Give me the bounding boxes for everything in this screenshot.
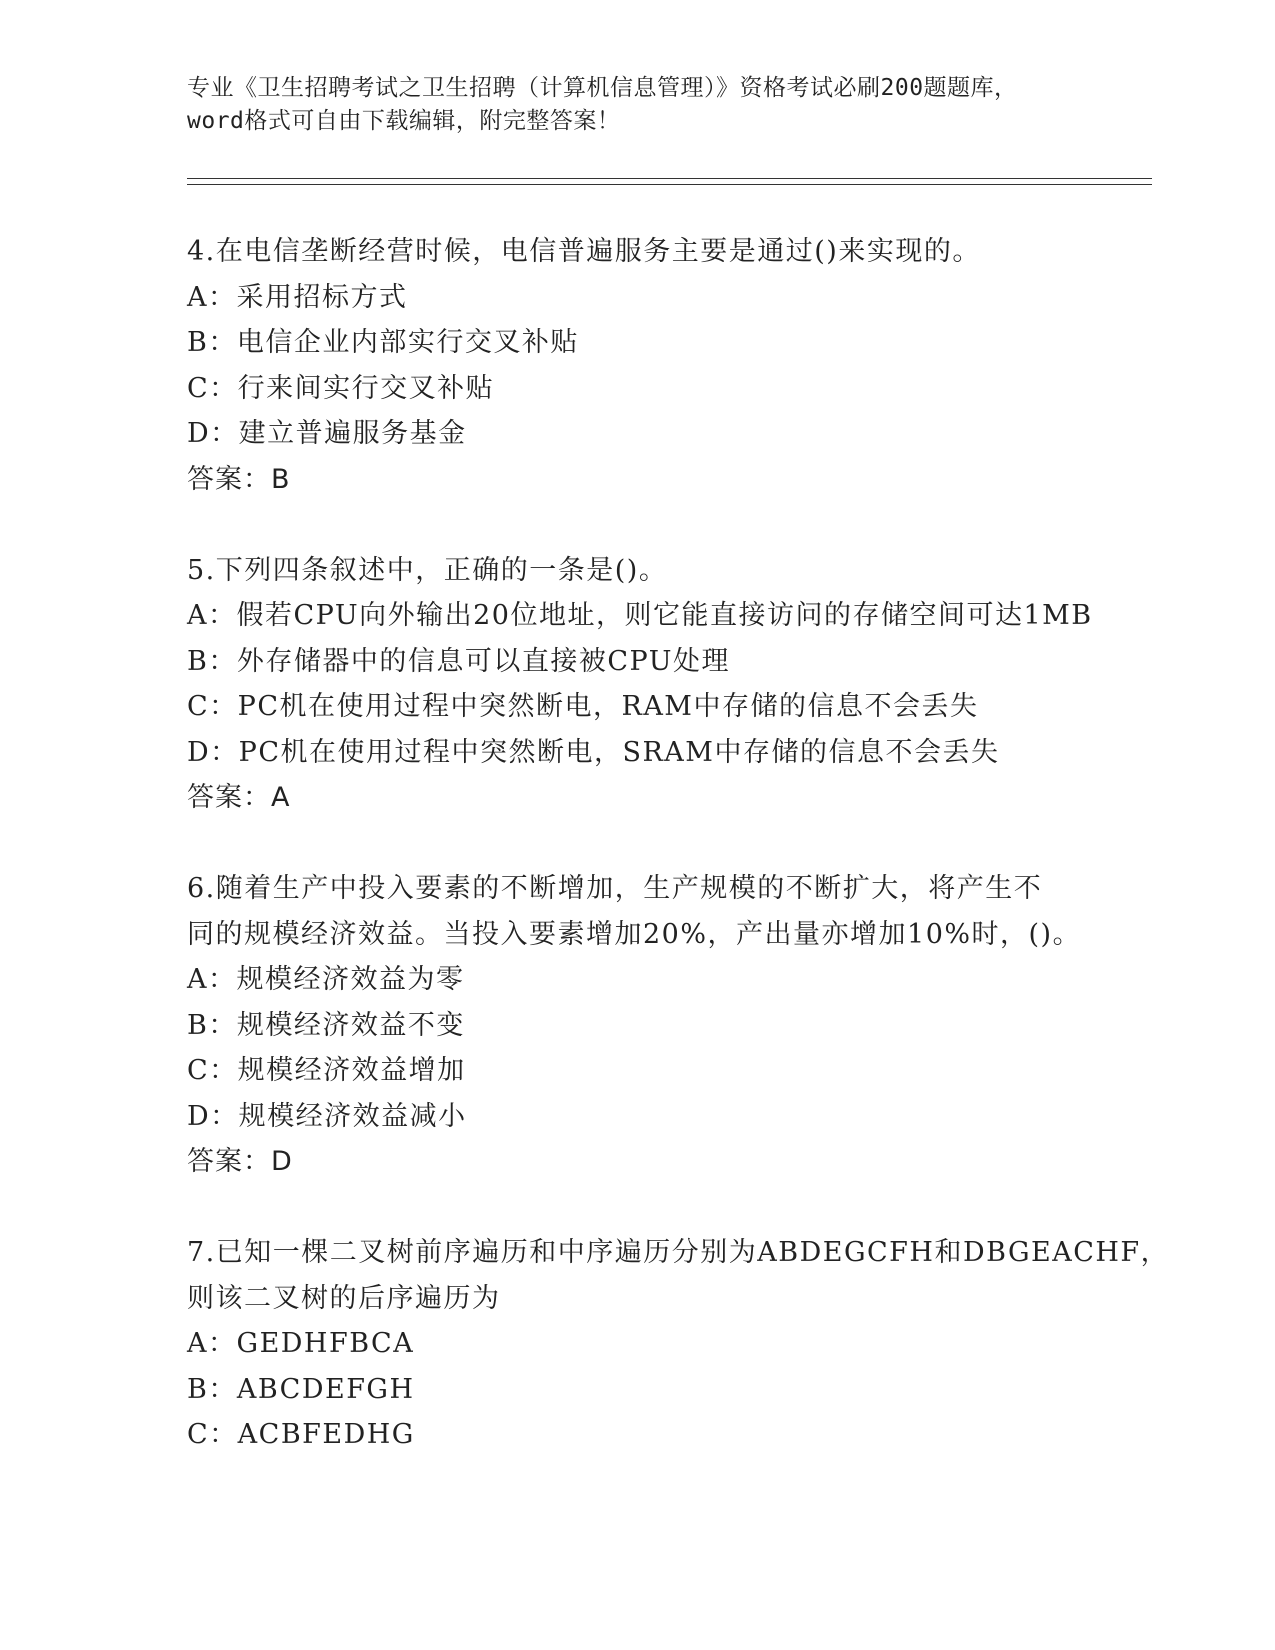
answer-option: C：PC机在使用过程中突然断电，RAM中存储的信息不会丢失: [187, 691, 979, 722]
answer-option: B：外存储器中的信息可以直接被CPU处理: [187, 645, 730, 677]
question-block: [187, 1230, 1170, 1458]
answer-option: C：行来间实行交叉补贴: [187, 372, 495, 404]
answer-option: D：PC机在使用过程中突然断电，SRAM中存储的信息不会丢失: [187, 736, 1000, 768]
answer-option: B：电信企业内部实行交叉补贴: [187, 327, 579, 358]
answer-key: 答案：D: [187, 1146, 293, 1177]
question-stem-line: 7.已知一棵二叉树前序遍历和中序遍历分别为ABDEGCFH和DBGEACHF，: [187, 1237, 1170, 1268]
question-list: [187, 229, 1170, 1503]
answer-option: B：ABCDEFGH: [187, 1373, 415, 1405]
question-stem: [187, 1230, 1170, 1321]
question-stem: [187, 866, 1117, 957]
answer-option: A：假若CPU向外输出20位地址，则它能直接访问的存储空间可达1MB: [187, 600, 1093, 631]
answer-option: D：规模经济效益减小: [187, 1100, 467, 1132]
answer-option: D：建立普遍服务基金: [187, 418, 467, 449]
question-stem-line: 6.随着生产中投入要素的不断增加，生产规模的不断扩大，将产生不: [187, 873, 1043, 904]
question-stem-line: 4.在电信垄断经营时候，电信普遍服务主要是通过()来实现的。: [187, 236, 981, 267]
question-block: [187, 229, 1117, 502]
header-divider-bottom: [187, 184, 1152, 185]
answer-option: C：规模经济效益增加: [187, 1055, 466, 1086]
header-line-1: 专业《卫生招聘考试之卫生招聘（计算机信息管理）》资格考试必刷200题题库，: [187, 75, 1018, 101]
question-stem-line: 5.下列四条叙述中，正确的一条是()。: [187, 554, 668, 586]
question-stem-line: 同的规模经济效益。当投入要素增加20%，产出量亦增加10%时，()。: [187, 918, 1082, 950]
header-line-2: word格式可自由下载编辑，附完整答案！: [187, 108, 621, 134]
answer-key: 答案：A: [187, 782, 291, 813]
question-block: [187, 866, 1117, 1185]
answer-option: A：采用招标方式: [187, 281, 408, 313]
question-stem: [187, 229, 1117, 275]
answer-option: C：ACBFEDHG: [187, 1419, 415, 1450]
question-stem-line: 则该二叉树的后序遍历为: [187, 1282, 501, 1314]
question-block: [187, 548, 1117, 821]
answer-option: A：GEDHFBCA: [187, 1328, 415, 1359]
question-stem: [187, 548, 1117, 594]
answer-option: B：规模经济效益不变: [187, 1009, 465, 1041]
document-header: [187, 72, 1087, 138]
answer-key: 答案：B: [187, 463, 291, 495]
answer-option: A：规模经济效益为零: [187, 964, 465, 995]
header-divider-top: [187, 178, 1152, 179]
